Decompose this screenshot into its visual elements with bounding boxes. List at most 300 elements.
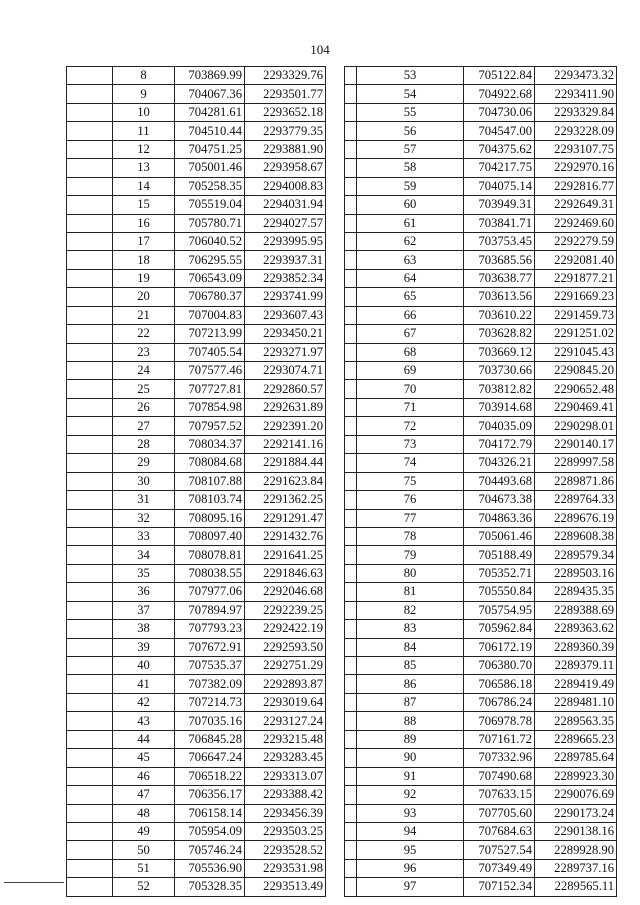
table-row [67,269,326,287]
x-coordinate-cell: 703841.71 [464,214,535,232]
table-body [345,67,617,897]
x-coordinate-cell: 703753.45 [464,232,535,250]
empty-cell [67,269,113,287]
y-coordinate-cell: 2289503.16 [535,564,617,582]
empty-cell [345,67,357,85]
point-number-cell: 38 [113,620,175,638]
y-coordinate-cell: 2291846.63 [245,564,326,582]
y-coordinate-cell: 2292469.60 [535,214,617,232]
x-coordinate-cell: 705954.09 [175,822,245,840]
table-row [345,878,617,896]
y-coordinate-cell: 2293411.90 [535,85,617,103]
y-coordinate-cell: 2291291.47 [245,509,326,527]
table-row [67,251,326,269]
x-coordinate-cell: 706543.09 [175,269,245,287]
empty-cell [67,878,113,896]
point-number-cell: 71 [357,398,464,416]
table-body [67,67,326,897]
point-number-cell: 9 [113,85,175,103]
empty-cell [67,122,113,140]
y-coordinate-cell: 2293852.34 [245,269,326,287]
point-number-cell: 19 [113,269,175,287]
x-coordinate-cell: 703914.68 [464,398,535,416]
y-coordinate-cell: 2289785.64 [535,749,617,767]
empty-cell [67,601,113,619]
table-row [345,527,617,545]
table-row [67,693,326,711]
point-number-cell: 33 [113,527,175,545]
y-coordinate-cell: 2293958.67 [245,159,326,177]
x-coordinate-cell: 703638.77 [464,269,535,287]
x-coordinate-cell: 707382.09 [175,675,245,693]
table-row [67,767,326,785]
point-number-cell: 90 [357,749,464,767]
empty-cell [345,85,357,103]
table-row [67,85,326,103]
y-coordinate-cell: 2290298.01 [535,417,617,435]
table-row [345,509,617,527]
x-coordinate-cell: 707684.63 [464,822,535,840]
point-number-cell: 75 [357,472,464,490]
table-row [345,288,617,306]
y-coordinate-cell: 2289419.49 [535,675,617,693]
y-coordinate-cell: 2292081.40 [535,251,617,269]
table-row [345,251,617,269]
empty-cell [67,509,113,527]
x-coordinate-cell: 707349.49 [464,859,535,877]
point-number-cell: 63 [357,251,464,269]
empty-cell [345,527,357,545]
x-coordinate-cell: 707854.98 [175,398,245,416]
y-coordinate-cell: 2293450.21 [245,325,326,343]
point-number-cell: 87 [357,693,464,711]
empty-cell [345,251,357,269]
point-number-cell: 72 [357,417,464,435]
x-coordinate-cell: 704281.61 [175,103,245,121]
point-number-cell: 79 [357,546,464,564]
point-number-cell: 12 [113,140,175,158]
point-number-cell: 80 [357,564,464,582]
table-row [345,786,617,804]
empty-cell [67,841,113,859]
x-coordinate-cell: 704547.00 [464,122,535,140]
empty-cell [345,638,357,656]
x-coordinate-cell: 706586.18 [464,675,535,693]
point-number-cell: 68 [357,343,464,361]
y-coordinate-cell: 2293107.75 [535,140,617,158]
x-coordinate-cell: 704510.44 [175,122,245,140]
table-row [345,454,617,472]
y-coordinate-cell: 2291362.25 [245,491,326,509]
table-row [67,583,326,601]
point-number-cell: 48 [113,804,175,822]
x-coordinate-cell: 707633.15 [464,786,535,804]
empty-cell [345,343,357,361]
y-coordinate-cell: 2292970.16 [535,159,617,177]
point-number-cell: 88 [357,712,464,730]
point-number-cell: 14 [113,177,175,195]
table-row [345,657,617,675]
table-row [345,362,617,380]
point-number-cell: 50 [113,841,175,859]
table-row [345,601,617,619]
empty-cell [345,325,357,343]
point-number-cell: 84 [357,638,464,656]
x-coordinate-cell: 706518.22 [175,767,245,785]
empty-cell [345,103,357,121]
empty-cell [345,214,357,232]
table-row [345,491,617,509]
y-coordinate-cell: 2291669.23 [535,288,617,306]
x-coordinate-cell: 707161.72 [464,730,535,748]
y-coordinate-cell: 2293995.95 [245,232,326,250]
y-coordinate-cell: 2293607.43 [245,306,326,324]
table-row [67,878,326,896]
y-coordinate-cell: 2293329.76 [245,67,326,85]
y-coordinate-cell: 2291623.84 [245,472,326,490]
empty-cell [345,859,357,877]
point-number-cell: 64 [357,269,464,287]
point-number-cell: 24 [113,362,175,380]
empty-cell [345,583,357,601]
y-coordinate-cell: 2293074.71 [245,362,326,380]
point-number-cell: 83 [357,620,464,638]
table-row [67,730,326,748]
empty-cell [345,362,357,380]
empty-cell [345,767,357,785]
x-coordinate-cell: 706356.17 [175,786,245,804]
y-coordinate-cell: 2289928.90 [535,841,617,859]
x-coordinate-cell: 704035.09 [464,417,535,435]
x-coordinate-cell: 706786.24 [464,693,535,711]
y-coordinate-cell: 2294031.94 [245,196,326,214]
empty-cell [67,822,113,840]
point-number-cell: 59 [357,177,464,195]
y-coordinate-cell: 2293019.64 [245,693,326,711]
table-row [345,564,617,582]
empty-cell [345,841,357,859]
empty-cell [67,159,113,177]
y-coordinate-cell: 2289676.19 [535,509,617,527]
x-coordinate-cell: 703669.12 [464,343,535,361]
x-coordinate-cell: 705352.71 [464,564,535,582]
x-coordinate-cell: 705780.71 [175,214,245,232]
y-coordinate-cell: 2293503.25 [245,822,326,840]
point-number-cell: 45 [113,749,175,767]
empty-cell [67,786,113,804]
x-coordinate-cell: 706380.70 [464,657,535,675]
table-row [345,767,617,785]
point-number-cell: 52 [113,878,175,896]
point-number-cell: 29 [113,454,175,472]
point-number-cell: 30 [113,472,175,490]
empty-cell [67,417,113,435]
point-number-cell: 81 [357,583,464,601]
point-number-cell: 66 [357,306,464,324]
x-coordinate-cell: 704863.36 [464,509,535,527]
y-coordinate-cell: 2292239.25 [245,601,326,619]
empty-cell [67,251,113,269]
x-coordinate-cell: 706040.52 [175,232,245,250]
x-coordinate-cell: 708097.40 [175,527,245,545]
x-coordinate-cell: 707332.96 [464,749,535,767]
point-number-cell: 25 [113,380,175,398]
table-row [345,269,617,287]
footnote-rule [4,882,64,883]
empty-cell [67,491,113,509]
x-coordinate-cell: 705550.84 [464,583,535,601]
y-coordinate-cell: 2293388.42 [245,786,326,804]
point-number-cell: 94 [357,822,464,840]
x-coordinate-cell: 707577.46 [175,362,245,380]
table-row [345,159,617,177]
empty-cell [345,398,357,416]
point-number-cell: 21 [113,306,175,324]
y-coordinate-cell: 2293127.24 [245,712,326,730]
table-row [345,712,617,730]
y-coordinate-cell: 2293473.32 [535,67,617,85]
point-number-cell: 58 [357,159,464,177]
point-number-cell: 74 [357,454,464,472]
x-coordinate-cell: 705746.24 [175,841,245,859]
point-number-cell: 27 [113,417,175,435]
y-coordinate-cell: 2289923.30 [535,767,617,785]
y-coordinate-cell: 2293531.98 [245,859,326,877]
point-number-cell: 13 [113,159,175,177]
empty-cell [67,564,113,582]
y-coordinate-cell: 2289563.35 [535,712,617,730]
y-coordinate-cell: 2291251.02 [535,325,617,343]
table-row [345,306,617,324]
point-number-cell: 31 [113,491,175,509]
x-coordinate-cell: 708034.37 [175,435,245,453]
empty-cell [67,472,113,490]
y-coordinate-cell: 2292141.16 [245,435,326,453]
x-coordinate-cell: 704493.68 [464,472,535,490]
table-row [67,398,326,416]
point-number-cell: 96 [357,859,464,877]
table-row [67,749,326,767]
coordinates-table-left [66,66,326,897]
empty-cell [67,767,113,785]
point-number-cell: 44 [113,730,175,748]
point-number-cell: 77 [357,509,464,527]
table-row [67,435,326,453]
empty-cell [67,546,113,564]
empty-cell [345,232,357,250]
x-coordinate-cell: 707894.97 [175,601,245,619]
empty-cell [67,675,113,693]
empty-cell [345,306,357,324]
empty-cell [345,693,357,711]
point-number-cell: 82 [357,601,464,619]
table-row [345,749,617,767]
table-row [345,325,617,343]
point-number-cell: 97 [357,878,464,896]
y-coordinate-cell: 2289737.16 [535,859,617,877]
point-number-cell: 86 [357,675,464,693]
empty-cell [345,712,357,730]
table-row [67,454,326,472]
point-number-cell: 37 [113,601,175,619]
empty-cell [345,380,357,398]
empty-cell [345,435,357,453]
table-row [345,675,617,693]
x-coordinate-cell: 706295.55 [175,251,245,269]
empty-cell [67,527,113,545]
x-coordinate-cell: 707977.06 [175,583,245,601]
x-coordinate-cell: 708078.81 [175,546,245,564]
table-row [67,564,326,582]
y-coordinate-cell: 2294027.57 [245,214,326,232]
table-row [67,472,326,490]
empty-cell [345,159,357,177]
y-coordinate-cell: 2291432.76 [245,527,326,545]
point-number-cell: 69 [357,362,464,380]
y-coordinate-cell: 2289764.33 [535,491,617,509]
empty-cell [67,343,113,361]
empty-cell [67,859,113,877]
point-number-cell: 61 [357,214,464,232]
y-coordinate-cell: 2292279.59 [535,232,617,250]
x-coordinate-cell: 703730.66 [464,362,535,380]
y-coordinate-cell: 2292593.50 [245,638,326,656]
point-number-cell: 67 [357,325,464,343]
point-number-cell: 47 [113,786,175,804]
x-coordinate-cell: 705061.46 [464,527,535,545]
point-number-cell: 16 [113,214,175,232]
empty-cell [345,140,357,158]
x-coordinate-cell: 704730.06 [464,103,535,121]
table-row [67,841,326,859]
point-number-cell: 41 [113,675,175,693]
table-row [67,380,326,398]
table-row [345,472,617,490]
point-number-cell: 15 [113,196,175,214]
y-coordinate-cell: 2293271.97 [245,343,326,361]
empty-cell [345,822,357,840]
table-row [67,822,326,840]
x-coordinate-cell: 705122.84 [464,67,535,85]
point-number-cell: 53 [357,67,464,85]
empty-cell [67,804,113,822]
y-coordinate-cell: 2289360.39 [535,638,617,656]
x-coordinate-cell: 703869.99 [175,67,245,85]
x-coordinate-cell: 704673.38 [464,491,535,509]
y-coordinate-cell: 2290173.24 [535,804,617,822]
y-coordinate-cell: 2290076.69 [535,786,617,804]
table-row [67,601,326,619]
empty-cell [67,638,113,656]
y-coordinate-cell: 2289565.11 [535,878,617,896]
y-coordinate-cell: 2293528.52 [245,841,326,859]
table-row [345,583,617,601]
y-coordinate-cell: 2290652.48 [535,380,617,398]
x-coordinate-cell: 707213.99 [175,325,245,343]
table-row [67,786,326,804]
table-row [67,140,326,158]
point-number-cell: 22 [113,325,175,343]
y-coordinate-cell: 2293779.35 [245,122,326,140]
x-coordinate-cell: 705519.04 [175,196,245,214]
table-row [67,362,326,380]
table-row [345,67,617,85]
point-number-cell: 92 [357,786,464,804]
table-row [345,546,617,564]
empty-cell [67,103,113,121]
y-coordinate-cell: 2292649.31 [535,196,617,214]
point-number-cell: 62 [357,232,464,250]
point-number-cell: 95 [357,841,464,859]
x-coordinate-cell: 704751.25 [175,140,245,158]
x-coordinate-cell: 703685.56 [464,251,535,269]
empty-cell [67,306,113,324]
x-coordinate-cell: 705536.90 [175,859,245,877]
table-row [67,675,326,693]
empty-cell [67,620,113,638]
x-coordinate-cell: 704172.79 [464,435,535,453]
y-coordinate-cell: 2289579.34 [535,546,617,564]
empty-cell [345,804,357,822]
point-number-cell: 28 [113,435,175,453]
x-coordinate-cell: 706172.19 [464,638,535,656]
y-coordinate-cell: 2293501.77 [245,85,326,103]
empty-cell [345,196,357,214]
table-row [345,822,617,840]
empty-cell [67,435,113,453]
empty-cell [67,214,113,232]
table-row [67,343,326,361]
y-coordinate-cell: 2289481.10 [535,693,617,711]
y-coordinate-cell: 2289435.35 [535,583,617,601]
y-coordinate-cell: 2292816.77 [535,177,617,195]
point-number-cell: 76 [357,491,464,509]
coordinates-table-right [344,66,617,897]
x-coordinate-cell: 708084.68 [175,454,245,472]
empty-cell [345,657,357,675]
y-coordinate-cell: 2292391.20 [245,417,326,435]
point-number-cell: 32 [113,509,175,527]
point-number-cell: 60 [357,196,464,214]
table-row [67,620,326,638]
empty-cell [67,288,113,306]
empty-cell [67,140,113,158]
table-row [67,491,326,509]
point-number-cell: 46 [113,767,175,785]
x-coordinate-cell: 705962.84 [464,620,535,638]
empty-cell [345,491,357,509]
y-coordinate-cell: 2291884.44 [245,454,326,472]
table-row [345,380,617,398]
table-row [67,159,326,177]
point-number-cell: 10 [113,103,175,121]
table-row [345,103,617,121]
x-coordinate-cell: 704075.14 [464,177,535,195]
empty-cell [345,122,357,140]
table-row [67,527,326,545]
point-number-cell: 89 [357,730,464,748]
x-coordinate-cell: 705258.35 [175,177,245,195]
table-row [67,67,326,85]
empty-cell [67,657,113,675]
y-coordinate-cell: 2290140.17 [535,435,617,453]
point-number-cell: 51 [113,859,175,877]
table-row [345,85,617,103]
table-row [67,306,326,324]
x-coordinate-cell: 707672.91 [175,638,245,656]
y-coordinate-cell: 2289997.58 [535,454,617,472]
x-coordinate-cell: 708095.16 [175,509,245,527]
